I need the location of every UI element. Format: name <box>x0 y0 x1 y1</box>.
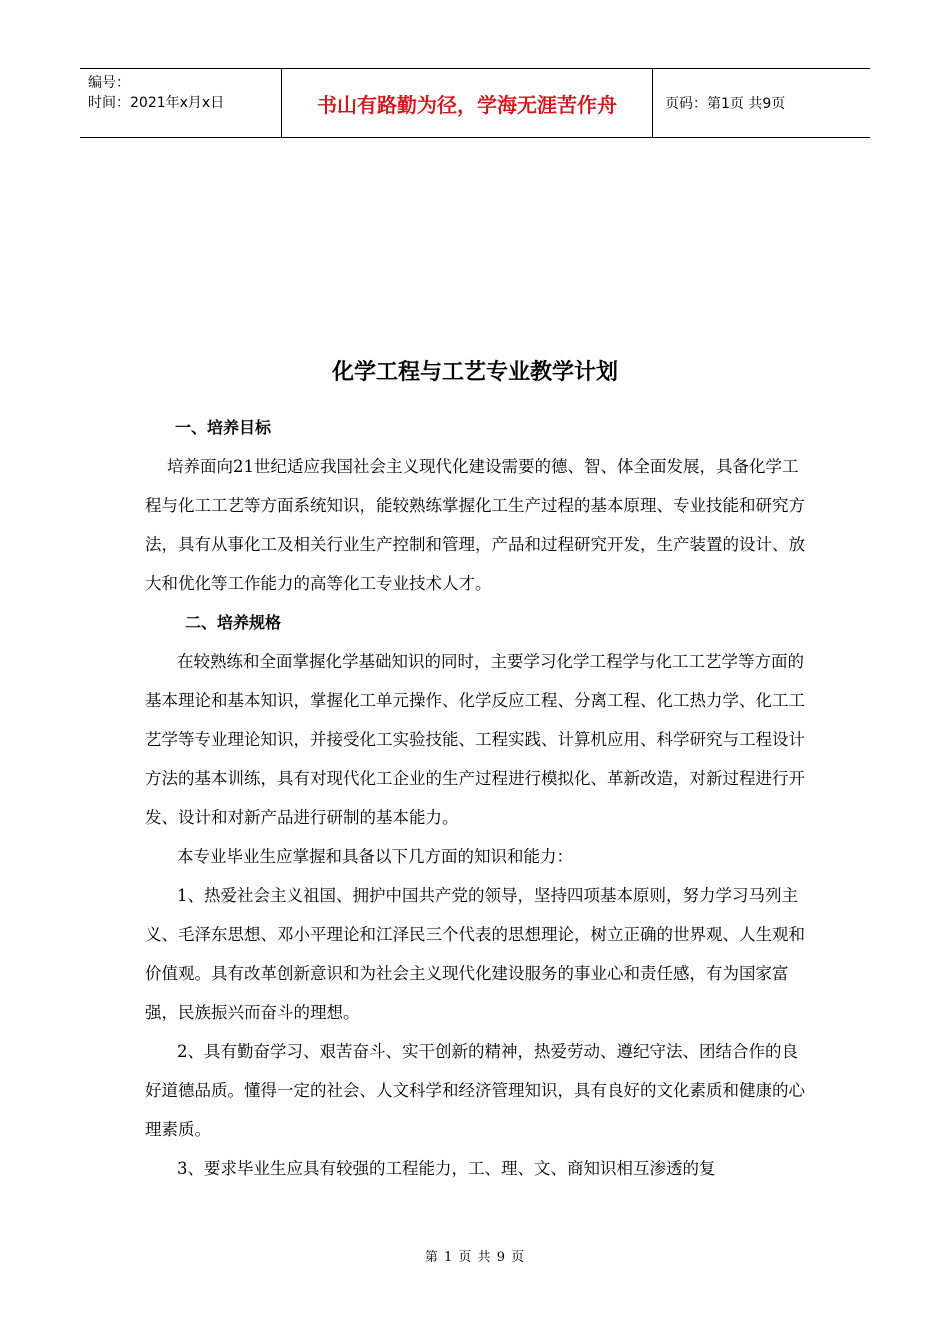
number-label: 编号： <box>88 75 130 91</box>
requirement-item-3: 3、要求毕业生应具有较强的工程能力，工、理、文、商知识相互渗透的复 <box>177 1159 716 1178</box>
requirement-item-1: 1、热爱社会主义祖国、拥护中国共产党的领导，坚持四项基本原则，努力学习马列主义、毛泽东思想、邓小平理论和江泽民三个代表的思想理论，树立正确的世界观、人生观和价值观。具有改革创新意识和为社会主义现代化建设服务的事业心和责任感，有为国家富强，民族振兴而奋斗的理想。 <box>145 886 805 1022</box>
section2-body: 在较熟练和全面掌握化学基础知识的同时，主要学习化学工程学与化工工艺学等方面的基本理论和基本知识，掌握化工单元操作、化学反应工程、分离工程、化工热力学、化工工艺学等专业理论知识，并接受化工实验技能、工程实践、计算机应用、科学研究与工程设计方法的基本训练，具有对现代化工企业的生产过程进行模拟化、革新改造，对新过程进行开发、设计和对新产品进行研制的基本能力。 <box>145 652 805 827</box>
header-page-code: 页码：第1页 共9页 <box>665 96 786 112</box>
requirement-item-2: 2、具有勤奋学习、艰苦奋斗、实干创新的精神，热爱劳动、遵纪守法、团结合作的良好道德品质。懂得一定的社会、人文科学和经济管理知识，具有良好的文化素质和健康的心理素质。 <box>145 1042 805 1139</box>
page-footer: 第 1 页 共 9 页 <box>424 1250 526 1265</box>
page-header <box>80 68 870 138</box>
header-motto: 书山有路勤为径，学海无涯苦作舟 <box>282 69 653 137</box>
section1-body: 培养面向21世纪适应我国社会主义现代化建设需要的德、智、体全面发展，具备化学工程与化工工艺等方面系统知识，能较熟练掌握化工生产过程的基本原理、专业技能和研究方法，具有从事化工及相关行业生产控制和管理，产品和过程研究开发，生产装置的设计、放大和优化等工作能力的高等化工专业技术人才。 <box>145 457 805 593</box>
document-body <box>145 408 810 1188</box>
section2-heading: 二、培养规格 <box>185 613 282 632</box>
section1-heading: 一、培养目标 <box>175 418 272 437</box>
header-meta <box>80 69 282 137</box>
requirements-intro: 本专业毕业生应掌握和具备以下几方面的知识和能力： <box>177 847 573 866</box>
document-title: 化学工程与工艺专业教学计划 <box>331 360 618 385</box>
time-label: 时间：2021年x月x日 <box>88 95 225 111</box>
